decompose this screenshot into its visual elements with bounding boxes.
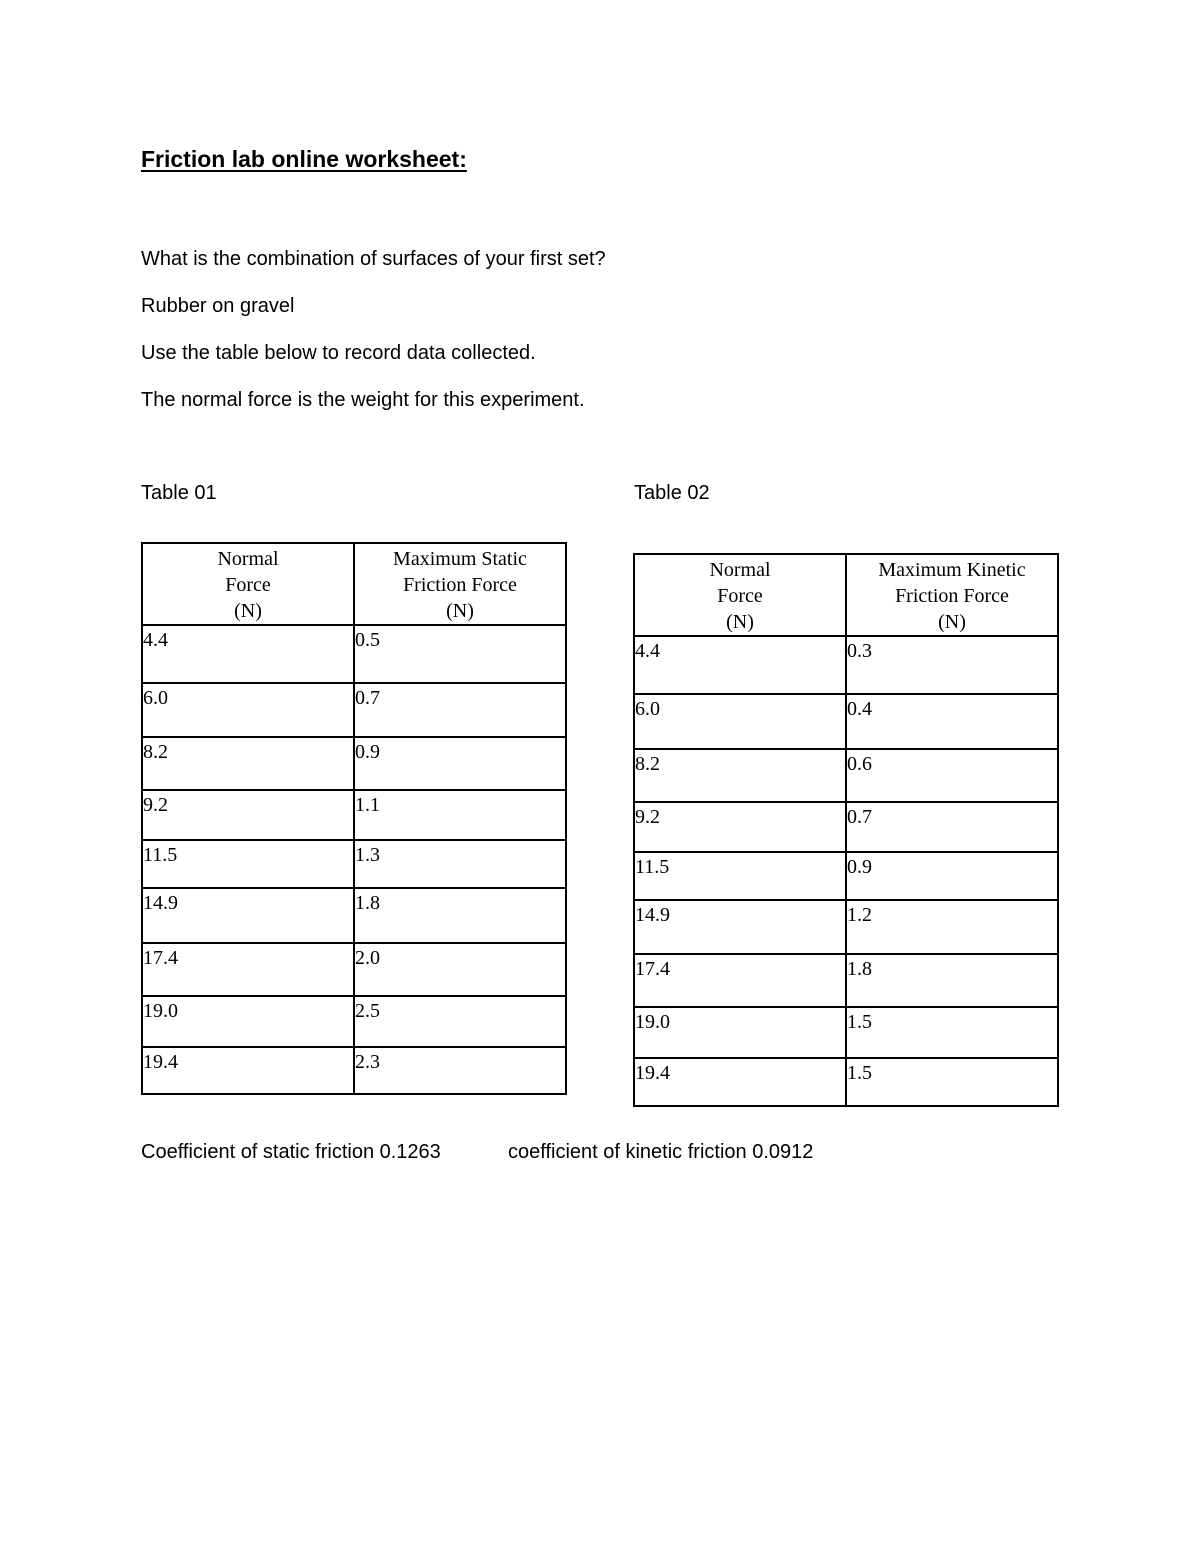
friction-force-cell: 1.8 — [354, 888, 566, 943]
header-line: (N) — [234, 600, 262, 622]
header-max-kinetic-friction — [846, 554, 1058, 636]
header-line: (N) — [726, 611, 754, 633]
friction-force-cell: 1.1 — [354, 790, 566, 840]
table-02-label: Table 02 — [634, 482, 710, 504]
table-row — [634, 1007, 1058, 1058]
instruction-record-data: Use the table below to record data collected. — [141, 342, 536, 364]
normal-force-cell: 11.5 — [142, 840, 354, 888]
normal-force-cell: 9.2 — [142, 790, 354, 840]
kinetic-friction-table — [633, 553, 1059, 1107]
friction-force-cell: 1.5 — [846, 1007, 1058, 1058]
friction-force-cell: 0.6 — [846, 749, 1058, 802]
normal-force-cell: 9.2 — [634, 802, 846, 852]
table-row — [634, 1058, 1058, 1106]
table-01-label: Table 01 — [141, 482, 217, 504]
normal-force-cell: 14.9 — [142, 888, 354, 943]
normal-force-cell: 11.5 — [634, 852, 846, 900]
normal-force-cell: 8.2 — [142, 737, 354, 790]
normal-force-cell: 6.0 — [142, 683, 354, 737]
friction-force-cell: 1.3 — [354, 840, 566, 888]
kinetic-table-body — [634, 636, 1058, 1106]
normal-force-cell: 19.0 — [634, 1007, 846, 1058]
header-line: Maximum Static — [393, 548, 527, 570]
question-surfaces: What is the combination of surfaces of your first set? — [141, 248, 606, 270]
kinetic-coefficient: coefficient of kinetic friction 0.0912 — [508, 1141, 814, 1163]
friction-force-cell: 1.8 — [846, 954, 1058, 1007]
table-row — [634, 694, 1058, 749]
table-row — [142, 625, 566, 683]
table-row — [142, 790, 566, 840]
answer-surfaces: Rubber on gravel — [141, 295, 295, 317]
normal-force-cell: 4.4 — [142, 625, 354, 683]
normal-force-cell: 19.0 — [142, 996, 354, 1047]
friction-force-cell: 2.0 — [354, 943, 566, 996]
friction-force-cell: 1.5 — [846, 1058, 1058, 1106]
header-line: Normal — [217, 548, 279, 570]
table-row — [634, 802, 1058, 852]
normal-force-cell: 19.4 — [634, 1058, 846, 1106]
header-line: Maximum Kinetic — [878, 559, 1026, 581]
friction-force-cell: 0.7 — [354, 683, 566, 737]
friction-force-cell: 2.5 — [354, 996, 566, 1047]
normal-force-cell: 6.0 — [634, 694, 846, 749]
table-row — [142, 996, 566, 1047]
header-max-static-friction — [354, 543, 566, 625]
normal-force-cell: 17.4 — [142, 943, 354, 996]
header-line: Friction Force — [403, 574, 517, 596]
header-line: (N) — [446, 600, 474, 622]
normal-force-cell: 8.2 — [634, 749, 846, 802]
header-normal-force — [142, 543, 354, 625]
normal-force-cell: 14.9 — [634, 900, 846, 954]
header-normal-force — [634, 554, 846, 636]
note-normal-force: The normal force is the weight for this experiment. — [141, 389, 585, 411]
page-title: Friction lab online worksheet: — [141, 146, 467, 172]
normal-force-cell: 4.4 — [634, 636, 846, 694]
header-line: Normal — [709, 559, 771, 581]
table-row — [142, 888, 566, 943]
table-row — [634, 636, 1058, 694]
static-friction-table — [141, 542, 567, 1095]
normal-force-cell: 17.4 — [634, 954, 846, 1007]
friction-force-cell: 0.3 — [846, 636, 1058, 694]
friction-force-cell: 1.2 — [846, 900, 1058, 954]
table-row — [142, 1047, 566, 1094]
table-row — [634, 954, 1058, 1007]
friction-force-cell: 0.9 — [846, 852, 1058, 900]
table-row — [634, 749, 1058, 802]
header-line: Force — [717, 585, 763, 607]
table-row — [142, 943, 566, 996]
friction-force-cell: 2.3 — [354, 1047, 566, 1094]
friction-force-cell: 0.4 — [846, 694, 1058, 749]
table-row — [634, 900, 1058, 954]
header-line: (N) — [938, 611, 966, 633]
static-table-body — [142, 625, 566, 1094]
friction-force-cell: 0.5 — [354, 625, 566, 683]
table-row — [142, 737, 566, 790]
table-row — [634, 852, 1058, 900]
header-line: Force — [225, 574, 271, 596]
friction-force-cell: 0.7 — [846, 802, 1058, 852]
table-row — [142, 683, 566, 737]
normal-force-cell: 19.4 — [142, 1047, 354, 1094]
header-line: Friction Force — [895, 585, 1009, 607]
table-row — [142, 840, 566, 888]
static-coefficient: Coefficient of static friction 0.1263 — [141, 1141, 441, 1163]
friction-force-cell: 0.9 — [354, 737, 566, 790]
